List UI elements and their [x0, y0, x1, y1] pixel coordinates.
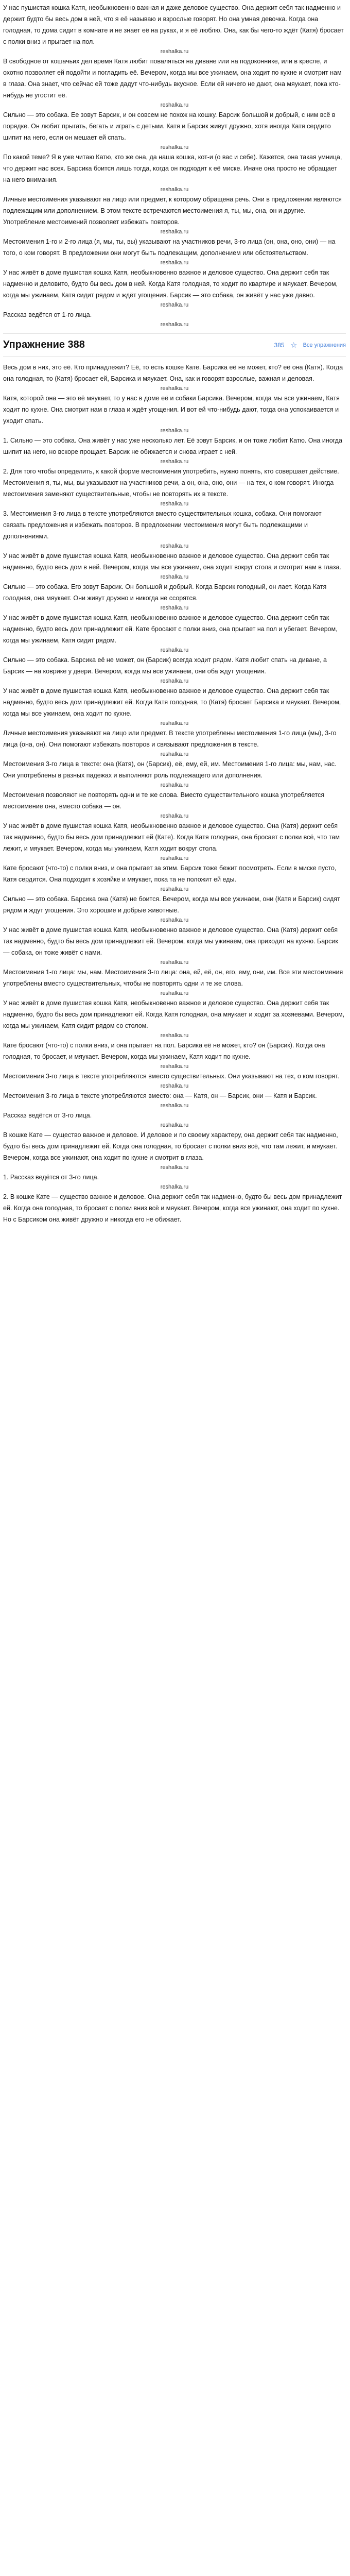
text-paragraph: По какой теме? Я в уже читаю Катю, кто же она, да наша кошка, кот-и (о вас и себе). Кажется, она такая умница, что держит нас всех. Барсика боится лишь тогда, когда он подходит к её миске. Иначе она просто не обращает на него внимания.: [3, 154, 342, 183]
text-paragraph: У нас живёт в доме пушистая кошка Катя, необыкновенно важное и деловое существо. Она держит себя так надменно и деловито, будто бы весь дом в ней. Когда Катя голодная, то ходит по квартире и мяукает. Вечером, когда мы ужинаем, Катя сидит рядом и ждёт угощения. Барсик — это собака, он живёт у нас уже давно.: [3, 269, 338, 299]
text-paragraph: Местоимения 3-го лица в тексте употребляются вместо: она — Катя, он — Барсик, они — Катя и Барсик.: [3, 1092, 317, 1099]
watermark: reshalka.ru: [160, 917, 189, 923]
watermark: reshalka.ru: [160, 605, 189, 611]
watermark: reshalka.ru: [160, 1063, 189, 1070]
text-paragraph: У нас пушистая кошка Катя, необыкновенно важная и даже деловое существо. Она держит себя так надменно и держит будто бы весь дом в ней, что я её называю и взрослые говорят. Но она умная девочка. Когда она голодная, то дома сидит в комнате и не знает её на руках, и я её люблю. Она, как бы чего-то ждёт (Катя) бросает с полки вниз и прыгает на пол.: [3, 4, 344, 45]
watermark: reshalka.ru: [160, 574, 189, 580]
watermark: reshalka.ru: [160, 1184, 189, 1190]
text-paragraph: Личные местоимения указывают на лицо или предмет. В тексте употреблены местоимения 1-го лица (мы), 3-го лица (она, он). Они помогают избежать повторов и связывают предложения в тексте.: [3, 730, 337, 748]
exercise-tools: [274, 340, 346, 350]
star-icon[interactable]: ☆: [290, 341, 297, 350]
watermark: reshalka.ru: [160, 102, 189, 108]
text-paragraph: Местоимения позволяют не повторять одни и те же слова. Вместо существительного кошка употребляется местоимение она, вместо собака — он.: [3, 791, 325, 810]
watermark: reshalka.ru: [160, 48, 189, 55]
text-paragraph: Сильно — это собака. Ее зовут Барсик, и он совсем не похож на кошку. Барсик большой и добрый, с ним всё в порядке. Он любит прыгать, бегать и играть с детьми. Катя и Барсик живут дружно, хотя иногда Катя сердито шипит на него, если он мешает ей спать.: [3, 111, 336, 141]
text-paragraph: Кате бросают (что-то) с полки вниз, и она прыгает за этим. Барсик тоже бежит посмотреть. Если в миске пусто, Катя сердится. Она подходит к хозяйке и мяукает, пока та не положит ей еды.: [3, 865, 337, 883]
watermark: reshalka.ru: [160, 260, 189, 266]
watermark: reshalka.ru: [160, 543, 189, 549]
text-paragraph: Местоимения 1-го лица: мы, нам. Местоимения 3-го лица: она, ей, её, он, его, ему, они, им. Все эти местоимения употреблены вместо существительных, чтобы не повторять одни и те же слова.: [3, 969, 343, 987]
exercise-count: 385: [274, 341, 285, 349]
watermark: reshalka.ru: [160, 647, 189, 653]
watermark: reshalka.ru: [160, 1103, 189, 1109]
watermark: reshalka.ru: [160, 1032, 189, 1039]
text-paragraph: 2. Для того чтобы определить, к какой форме местоимения употребить, нужно понять, кто совершает действие. Местоимения я, ты, мы, вы указывают на участников речи, а он, она, оно, они — на тех, о ком говорят. Иногда местоимения заменяют существительные, чтобы не повторять их в тексте.: [3, 468, 339, 498]
watermark: reshalka.ru: [160, 1164, 189, 1171]
text-paragraph: В свободное от кошачьих дел время Катя любит поваляться на диване или на подоконнике, или в кресле, и охотно позволяет ей подойти и погладить её. Вечером, когда мы все ужинаем, она ходит по кухне и смотрит нам в глаза. Она знает, что сейчас ей тоже дадут что-нибудь вкусное. Если ей ничего не дают, она мяукает, пока кто-нибудь не угостит её.: [3, 58, 342, 99]
text-paragraph: Катя, которой она — это её мяукает, то у нас в доме её и собаки Барсика. Вечером, когда мы все ужинаем, Катя ходит по кухне. Она смотрит нам в глаза и ждёт угощения. И вот ей что-нибудь дают, тогда она успокаивается и уходит спать.: [3, 395, 340, 425]
text-paragraph: В кошке Кате — существо важное и деловое. И деловое и по своему характеру, она держит себя так надменно, будто бы весь дом принадлежит ей. Когда она голодная, то бросает с полки вниз всё, что там лежит, и мяукает. Вечером, когда все ужинают, она ходит по кухне и смотрит в глаза.: [3, 1131, 338, 1161]
watermark: reshalka.ru: [160, 1122, 189, 1128]
text-paragraph: 1. Сильно — это собака. Она живёт у нас уже несколько лет. Её зовут Барсик, и он тоже любит Катю. Она иногда шипит на него, но вскоре прощает. Барсик не обижается и снова играет с ней.: [3, 437, 342, 455]
watermark: reshalka.ru: [160, 720, 189, 726]
watermark: reshalka.ru: [160, 855, 189, 861]
text-paragraph: Местоимения 3-го лица в тексте: она (Катя), он (Барсик), её, ему, ей, им. Местоимения 1-го лица: мы, нам, нас. Они употреблены в разных падежах и выполняют роль подлежащего или дополнения.: [3, 760, 337, 779]
watermark: reshalka.ru: [160, 302, 189, 308]
watermark: reshalka.ru: [160, 886, 189, 892]
watermark: reshalka.ru: [160, 229, 189, 235]
text-paragraph: Сильно — это собака. Барсика она (Катя) не боится. Вечером, когда мы все ужинаем, они (Катя и Барсик) сидят рядом и ждут угощения. Это хорошие и добрые животные.: [3, 895, 340, 914]
text-paragraph: 1. Рассказ ведётся от 3-го лица.: [3, 1174, 99, 1181]
watermark: reshalka.ru: [160, 782, 189, 788]
text-paragraph: Кате бросают (что-то) с полки вниз, и она прыгает на пол. Барсика её не может, кто? он (Барсик). Когда она голодная, то бросает, и мяукает. Вечером, когда мы ужинаем, Катя ходит по кухне.: [3, 1042, 325, 1060]
exercise-header: [3, 333, 346, 357]
all-exercises-link[interactable]: Все упражнения: [303, 342, 346, 348]
watermark: reshalka.ru: [160, 321, 189, 328]
text-paragraph: Сильно — это собака. Его зовут Барсик. Он большой и добрый. Когда Барсик голодный, он лает. Когда Катя голодная, она мяукает. Они живут дружно и никогда не ссорятся.: [3, 583, 327, 602]
text-paragraph: Сильно — это собака. Барсика её не может, он (Барсик) всегда ходит рядом. Катя любит спать на диване, а Барсик — на коврике у двери. Вечером, когда мы все ужинаем, они оба ждут угощения.: [3, 656, 327, 675]
text-paragraph: У нас живёт в доме пушистая кошка Катя, необыкновенно важное и деловое существо. Она (Катя) держит себя так надменно, будто бы весь дом принадлежит ей. Вечером, когда мы ужинаем, она приходит на кухню. Барсик — собака, он тоже живёт с нами.: [3, 926, 338, 956]
text-paragraph: Местоимения 3-го лица в тексте употребляются вместо существительных. Они указывают на тех, о ком говорят.: [3, 1073, 339, 1080]
watermark: reshalka.ru: [160, 459, 189, 465]
watermark: reshalka.ru: [160, 144, 189, 150]
text-paragraph: Местоимения 1-го и 2-го лица (я, мы, ты, вы) указывают на участников речи, 3-го лица (он, она, оно, они) — на того, о ком говорят. В предложении они могут быть подлежащим, дополнением или обстоятельством.: [3, 238, 336, 257]
watermark: reshalka.ru: [160, 813, 189, 819]
watermark: reshalka.ru: [160, 385, 189, 392]
watermark: reshalka.ru: [160, 959, 189, 965]
text-paragraph: Личные местоимения указывают на лицо или предмет, к которому обращена речь. Они в предложении являются подлежащим или дополнением. В этом тексте встречаются местоимения я, ты, мы, она, он и другие. Употребление местоимений позволяет избежать повторов.: [3, 196, 342, 226]
text-paragraph: Рассказ ведётся от 1-го лица.: [3, 311, 92, 318]
watermark: reshalka.ru: [160, 990, 189, 996]
text-paragraph: У нас живёт в доме пушистая кошка Катя, необыкновенно важное и деловое существо. Она держит себя так надменно, будто весь дом принадлежит ей. Когда Катя голодная, то (Катя) бросает Барсика и мяукает. Вечером, когда мы все ужинаем, она ходит по кухне.: [3, 687, 341, 717]
text-paragraph: Рассказ ведётся от 3-го лица.: [3, 1112, 92, 1119]
watermark: reshalka.ru: [160, 428, 189, 434]
text-paragraph: 3. Местоимения 3-го лица в тексте употребляются вместо существительных кошка, собака. Они помогают связать предложения и избежать повторов. В предложении местоимения могут быть подлежащими и дополнениями.: [3, 510, 322, 540]
text-paragraph: У нас живёт в доме пушистая кошка Катя, необыкновенно важное и деловое существо. Она (Катя) держит себя так надменно, будто бы весь дом принадлежит ей (Кате). Когда Катя голодная, она бросает с полки всё, что там лежит, и мяукает. Вечером, когда мы ужинаем, Катя ходит вокруг стола.: [3, 822, 340, 852]
text-paragraph: У нас живёт в доме пушистая кошка Катя, необыкновенно важное и деловое существо. Она держит себя так надменно, будто весь дом принадлежит ей. Кате бросают с полки вниз, она прыгает на пол и убегает. Вечером, когда мы ужинаем, Катя сидит рядом.: [3, 614, 338, 644]
exercise-title: Упражнение 388: [3, 339, 85, 350]
text-paragraph: Весь дом в них, это её. Кто принадлежит? Её, то есть кошке Кате. Барсика её не может, кто? её она (Катя). Когда она голодная, то (Катя) бросает ей, Барсика и мяукает. Она, как и говорят взрослые, важная и деловая.: [3, 364, 343, 382]
watermark: reshalka.ru: [160, 678, 189, 684]
watermark: reshalka.ru: [160, 1083, 189, 1089]
text-paragraph: У нас живёт в доме пушистая кошка Катя, необыкновенно важное и деловое существо. Она держит себя так надменно, будто бы весь дом принадлежит ей. Когда Катя голодная, она мяукает и ходит за хозяевами. Вечером, когда мы ужинаем, Катя сидит рядом со столом.: [3, 999, 345, 1029]
text-paragraph: 2. В кошке Кате — существо важное и деловое. Она держит себя так надменно, будто бы весь дом принадлежит ей. Когда она голодная, то бросает с полки вниз всё и мяукает. Вечером, когда все ужинают, она ходит по кухне. Но с Барсиком она живёт дружно и никогда его не обижает.: [3, 1193, 342, 1223]
watermark: reshalka.ru: [160, 501, 189, 507]
watermark: reshalka.ru: [160, 187, 189, 193]
watermark: reshalka.ru: [160, 751, 189, 757]
text-paragraph: У нас живёт в доме пушистая кошка Катя, необыкновенно важное и деловое существо. Она держит себя так надменно, будто весь дом в ней. Вечером, когда мы все ужинаем, она ходит вокруг стола и смотрит нам в глаза.: [3, 552, 341, 571]
